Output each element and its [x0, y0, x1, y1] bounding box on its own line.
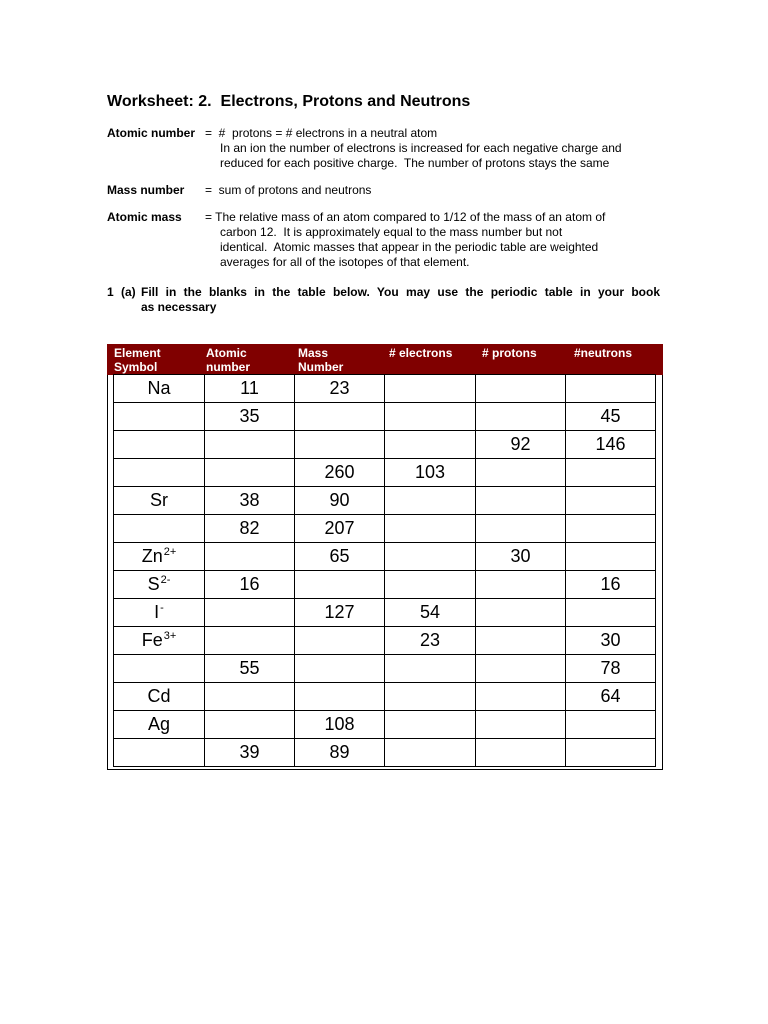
ion-charge: 2+ — [163, 546, 177, 558]
neutrons-cell — [566, 375, 656, 403]
electrons-cell — [385, 515, 476, 543]
ion-charge: - — [160, 602, 164, 614]
table-row — [114, 375, 656, 403]
protons-cell — [476, 599, 566, 627]
question-text-line: as necessary — [141, 300, 217, 314]
protons-cell: 92 — [476, 431, 566, 459]
table-row — [114, 487, 656, 515]
header-line: # protons — [482, 346, 537, 360]
header-line: #neutrons — [574, 346, 633, 360]
protons-cell — [476, 515, 566, 543]
electrons-cell — [385, 711, 476, 739]
header-line: Atomic — [206, 346, 247, 360]
mass-number-cell: 23 — [295, 375, 385, 403]
table-row — [114, 739, 656, 767]
definition-line: = sum of protons and neutrons — [205, 183, 372, 197]
atomic-number-cell: 35 — [205, 403, 295, 431]
atomic-number-cell — [205, 543, 295, 571]
atomic-number-cell — [205, 599, 295, 627]
neutrons-cell — [566, 739, 656, 767]
atomic-number-cell: 55 — [205, 655, 295, 683]
neutrons-cell: 45 — [566, 403, 656, 431]
mass-number-cell: 90 — [295, 487, 385, 515]
protons-cell — [476, 571, 566, 599]
header-protons — [482, 346, 570, 360]
element-symbol: Ag — [147, 714, 171, 734]
electrons-cell — [385, 403, 476, 431]
question-part: (a) — [121, 285, 136, 299]
table-row — [114, 515, 656, 543]
symbol-cell — [114, 543, 205, 571]
definition-line: In an ion the number of electrons is increased for each negative charge and — [220, 141, 622, 155]
header-line: number — [206, 360, 251, 374]
table-header — [107, 344, 663, 375]
question-text-line: Fill in the blanks in the table below. You may use the periodic table in your book — [141, 285, 660, 299]
element-symbol: Sr — [150, 490, 168, 510]
atomic-number-cell: 39 — [205, 739, 295, 767]
mass-number-cell: 89 — [295, 739, 385, 767]
element-symbol: Zn — [141, 546, 163, 566]
table-row — [114, 571, 656, 599]
protons-cell — [476, 711, 566, 739]
neutrons-cell — [566, 487, 656, 515]
header-line: Number — [298, 360, 344, 374]
definition-line: averages for all of the isotopes of that element. — [220, 255, 470, 269]
symbol-cell — [114, 571, 205, 599]
mass-number-cell: 260 — [295, 459, 385, 487]
neutrons-cell: 64 — [566, 683, 656, 711]
definition-line: = # protons = # electrons in a neutral atom — [205, 126, 438, 140]
definition-term: Atomic number — [107, 126, 196, 140]
header-mass-number — [298, 346, 386, 374]
worksheet-title: Worksheet: 2. Electrons, Protons and Neutrons — [107, 93, 471, 110]
symbol-cell — [114, 655, 205, 683]
definition-term: Atomic mass — [107, 210, 182, 224]
atomic-number-cell — [205, 431, 295, 459]
table-row — [114, 683, 656, 711]
table-row — [114, 431, 656, 459]
table-body — [113, 374, 656, 767]
question-1a — [107, 285, 662, 317]
table-row — [114, 459, 656, 487]
neutrons-cell: 16 — [566, 571, 656, 599]
atomic-number-cell: 16 — [205, 571, 295, 599]
neutrons-cell: 146 — [566, 431, 656, 459]
question-number: 1 — [107, 285, 114, 299]
symbol-cell — [114, 599, 205, 627]
protons-cell — [476, 627, 566, 655]
header-electrons — [389, 346, 477, 360]
symbol-cell — [114, 487, 205, 515]
atomic-number-cell — [205, 459, 295, 487]
definition-line: carbon 12. It is approximately equal to the mass number but not — [220, 225, 563, 239]
electrons-cell — [385, 655, 476, 683]
element-symbol: Fe — [141, 630, 163, 650]
symbol-cell — [114, 711, 205, 739]
element-symbol: S — [147, 574, 160, 594]
neutrons-cell — [566, 711, 656, 739]
electrons-cell — [385, 487, 476, 515]
protons-cell — [476, 403, 566, 431]
ion-charge: 3+ — [163, 630, 177, 642]
mass-number-cell — [295, 571, 385, 599]
table-row — [114, 599, 656, 627]
electrons-cell: 23 — [385, 627, 476, 655]
mass-number-cell — [295, 431, 385, 459]
mass-number-cell — [295, 627, 385, 655]
neutrons-cell — [566, 599, 656, 627]
protons-cell — [476, 459, 566, 487]
header-line: Symbol — [114, 360, 158, 374]
definition-term: Mass number — [107, 183, 185, 197]
header-line: # electrons — [389, 346, 453, 360]
header-line: Mass — [298, 346, 329, 360]
symbol-cell — [114, 403, 205, 431]
mass-number-cell: 127 — [295, 599, 385, 627]
element-symbol: Na — [147, 378, 171, 398]
electrons-cell: 54 — [385, 599, 476, 627]
neutrons-cell: 78 — [566, 655, 656, 683]
atomic-number-cell — [205, 683, 295, 711]
header-neutrons — [574, 346, 662, 360]
atomic-number-cell — [205, 711, 295, 739]
symbol-cell — [114, 739, 205, 767]
element-symbol: Cd — [147, 686, 171, 706]
protons-cell — [476, 487, 566, 515]
electrons-cell — [385, 739, 476, 767]
electrons-cell — [385, 683, 476, 711]
electrons-cell — [385, 543, 476, 571]
electrons-cell — [385, 431, 476, 459]
definition-mass-number — [107, 183, 667, 199]
mass-number-cell: 108 — [295, 711, 385, 739]
header-element-symbol — [114, 346, 202, 374]
table-rows — [114, 375, 656, 767]
definition-line: = The relative mass of an atom compared to 1/12 of the mass of an atom of — [205, 210, 606, 224]
mass-number-cell: 207 — [295, 515, 385, 543]
symbol-cell — [114, 375, 205, 403]
definition-atomic-mass — [107, 210, 667, 270]
protons-cell: 30 — [476, 543, 566, 571]
protons-cell — [476, 375, 566, 403]
definition-line: identical. Atomic masses that appear in the periodic table are weighted — [220, 240, 599, 254]
table-row — [114, 543, 656, 571]
table-row — [114, 711, 656, 739]
mass-number-cell: 65 — [295, 543, 385, 571]
symbol-cell — [114, 515, 205, 543]
definition-line: reduced for each positive charge. The number of protons stays the same — [220, 156, 610, 170]
mass-number-cell — [295, 403, 385, 431]
atomic-number-cell — [205, 627, 295, 655]
electrons-cell: 103 — [385, 459, 476, 487]
symbol-cell — [114, 627, 205, 655]
table-row — [114, 627, 656, 655]
atomic-number-cell: 11 — [205, 375, 295, 403]
table-row — [114, 655, 656, 683]
electrons-cell — [385, 571, 476, 599]
protons-cell — [476, 655, 566, 683]
mass-number-cell — [295, 683, 385, 711]
neutrons-cell — [566, 543, 656, 571]
definition-atomic-number — [107, 126, 667, 186]
atomic-number-cell: 38 — [205, 487, 295, 515]
header-line: Element — [114, 346, 161, 360]
element-symbol: I — [154, 602, 160, 622]
symbol-cell — [114, 683, 205, 711]
symbol-cell — [114, 459, 205, 487]
atomic-number-cell: 82 — [205, 515, 295, 543]
symbol-cell — [114, 431, 205, 459]
header-atomic-number — [206, 346, 294, 374]
electrons-cell — [385, 375, 476, 403]
mass-number-cell — [295, 655, 385, 683]
neutrons-cell: 30 — [566, 627, 656, 655]
atom-table — [107, 344, 663, 770]
neutrons-cell — [566, 515, 656, 543]
protons-cell — [476, 683, 566, 711]
protons-cell — [476, 739, 566, 767]
neutrons-cell — [566, 459, 656, 487]
ion-charge: 2- — [160, 574, 171, 586]
table-row — [114, 403, 656, 431]
